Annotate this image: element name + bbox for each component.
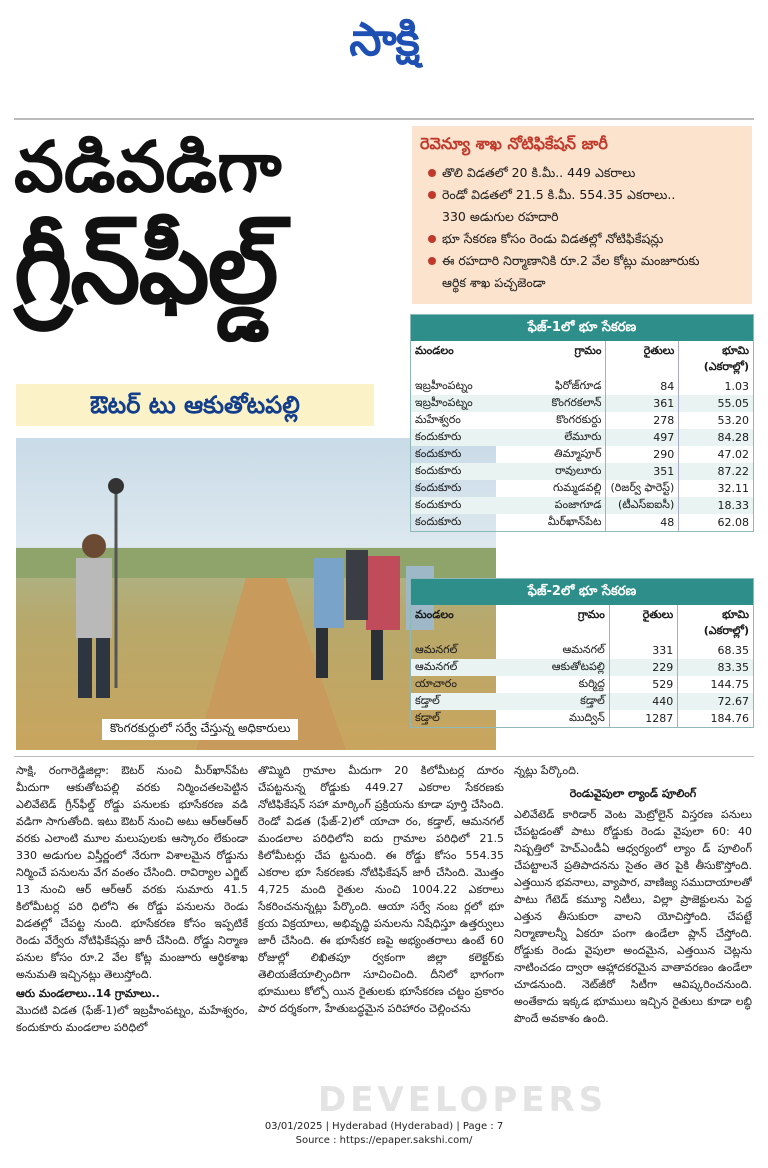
article-paragraph: మొదటి విడత (ఫేజ్-1)లో ఇబ్రహీంపట్నం, మహేశ్వరం, కందుకూరు మండలాల పరిధిలో	[16, 1004, 248, 1034]
cell-farmers: 84	[606, 378, 679, 395]
cell-village: కొంగరకుర్దు	[556, 412, 602, 426]
cell-village: తిమ్మాపూర్	[553, 446, 602, 460]
cell-village: రావులూరు	[492, 463, 606, 480]
cell-farmers: (రిజర్వ్ ఫారెస్ట్)	[606, 480, 679, 497]
column-header: గ్రామం	[574, 344, 602, 357]
table-row	[411, 378, 753, 395]
phase1-title: ఫేజ్-1లో భూ సేకరణ	[411, 315, 753, 341]
cell-mandal: కందుకూరు	[415, 514, 462, 528]
cell-farmers: 497	[606, 429, 679, 446]
cell-farmers: (టీఎస్ఐఐసీ)	[606, 497, 679, 514]
cell-mandal: కందుకూరు	[415, 480, 462, 494]
cell-land: 1.03	[679, 378, 753, 395]
phase1-table	[411, 341, 753, 531]
cell-farmers: 361	[606, 395, 679, 412]
column-header: మండలం	[415, 344, 454, 357]
cell-land: 68.35	[678, 642, 753, 659]
cell-farmers: 229	[609, 659, 677, 676]
phase2-table	[411, 605, 753, 727]
notification-box	[412, 126, 752, 304]
headline-block	[14, 126, 404, 328]
cell-mandal: కందుకూరు	[411, 497, 492, 514]
cell-land: 87.22	[679, 463, 753, 480]
notification-item: 330 అడుగుల రహదారి	[442, 209, 559, 224]
column-header: రైతులు	[609, 605, 677, 642]
footer-date-line: 03/01/2025 | Hyderabad (Hyderabad) | Page : 7	[264, 1121, 504, 1132]
cell-village: కడ్తాల్	[493, 693, 609, 710]
cell-mandal: యాచారం	[415, 676, 457, 690]
notification-title: రెవెన్యూ శాఖ నోటిఫికేషన్ జారీ	[420, 134, 608, 153]
cell-farmers: 440	[609, 693, 677, 710]
cell-farmers: 331	[609, 642, 677, 659]
cell-mandal: ఇబ్రహీంపట్నం	[411, 395, 492, 412]
cell-mandal: కందుకూరు	[411, 429, 492, 446]
cell-land: 18.33	[679, 497, 753, 514]
cell-land: 47.02	[679, 446, 753, 463]
cell-mandal: ఆమనగల్	[415, 642, 458, 656]
table-row	[411, 514, 753, 531]
cell-mandal: కడ్తాల్	[411, 693, 493, 710]
cell-village: గుమ్మడవల్లి	[553, 480, 602, 494]
headline-line-2: గ్రీన్‌ఫీల్డ్	[14, 209, 277, 326]
notification-item: ఆర్థిక శాఖ పచ్చజెండా	[442, 275, 546, 290]
photo-caption: కొంగరకుర్దులో సర్వే చేస్తున్న అధికారులు	[102, 719, 298, 740]
masthead	[0, 0, 768, 118]
article-column-2	[258, 762, 504, 1112]
table-row	[411, 395, 753, 412]
table-row	[411, 676, 753, 693]
cell-land: 144.75	[678, 676, 753, 693]
cell-mandal: ఇబ్రహీంపట్నం	[415, 378, 473, 392]
notification-list	[428, 162, 746, 294]
table-row	[411, 693, 753, 710]
footer-source-link[interactable]: Source : https://epaper.sakshi.com/	[295, 1135, 473, 1146]
cell-land: 62.08	[679, 514, 753, 531]
article-subheading: రెండువైపులా ల్యాండ్ పూలింగ్	[569, 787, 697, 800]
cell-mandal: కడ్తాల్	[415, 710, 440, 724]
table-row	[411, 710, 753, 727]
article-divider	[14, 756, 754, 757]
cell-land: 72.67	[678, 693, 753, 710]
newspaper-logo: సాక్షి	[349, 12, 419, 66]
table-row	[411, 463, 753, 480]
phase2-table-box	[410, 578, 754, 728]
table-row	[411, 412, 753, 429]
table-row	[411, 642, 753, 659]
cell-land: 84.28	[679, 429, 753, 446]
table-row	[411, 429, 753, 446]
cell-village: ఫిరోజ్‌గూడ	[554, 378, 602, 392]
cell-farmers: 278	[606, 412, 679, 429]
column-header: రైతులు	[606, 341, 679, 378]
article-paragraph: సాక్షి, రంగారెడ్డిజిల్లా: ఔటర్ నుంచి మీర్‌ఖాన్‌పేట మీదుగా ఆకుతోటపల్లి వరకు నిర్మించతలపెట్టిన ఎలివేటెడ్ గ్రీన్‌ఫీల్డ్ రోడ్డు పనులకు భూసేకరణ వడి వడిగా సాగుతోంది. ఇటు ఔటర్ నుంచి అటు ఆర్ఆర్ఆర్ వరకు ఎలాంటి మూల మలుపులకు ఆస్కారం లేకుండా 330 అడుగుల విస్తీర్ణంలో నేరుగా విశాలమైన రోడ్డును నిర్మించే పనులను వేగ వంతం చేసింది. రావిర్యాల ఎగ్జిట్ 13 నుంచి ఆర్ ఆర్ఆర్ వరకు సుమారు 41.5 కిలోమీటర్ల పరి ధిలోని ఈ రోడ్డు పనులను రెండు విడతల్లో చేపట్ట నుంది. భూసేకరణ కోసం ఇప్పటికే రెండు వేర్వేరు నోటిఫికేషన్లు జారీ చేసింది. రోడ్డు నిర్మాణ పనుల కోసం రూ.2 వేల కోట్ల మంజూరు ఆర్థికశాఖ అనుమతి ఇచ్చినట్లు తెలుస్తోంది.	[16, 764, 248, 981]
column-header: భూమి (ఎకరాల్లో)	[678, 605, 753, 642]
table-row	[411, 446, 753, 463]
article-column-1	[16, 762, 248, 1112]
cell-mandal: కందుకూరు	[415, 446, 462, 460]
cell-village: ముద్విన్	[568, 710, 605, 724]
headline-line-1: వడివడిగా	[14, 126, 282, 208]
notification-item: ఈ రహదారి నిర్మాణానికి రూ.2 వేల కోట్లు మంజూరుకు	[428, 250, 746, 272]
cell-village: కొంగరకలాన్	[492, 395, 606, 412]
cell-village: ఆమనగల్	[562, 642, 605, 656]
article-paragraph: న్నట్లు పేర్కొంది.	[514, 764, 580, 777]
cell-mandal: మహేశ్వరం	[415, 412, 461, 426]
cell-village: కుర్మిద్ద	[578, 676, 605, 690]
column-header: భూమి (ఎకరాల్లో)	[679, 341, 753, 378]
watermark: DEVELOPERS	[318, 1080, 608, 1120]
cell-land: 83.35	[678, 659, 753, 676]
cell-village: మీర్‌ఖాన్‌పేట	[547, 514, 602, 528]
column-header: గ్రామం	[577, 608, 605, 621]
cell-land: 184.76	[678, 710, 753, 727]
table-row	[411, 659, 753, 676]
subheadline: ఔటర్ టు ఆకుతోటపల్లి	[16, 384, 374, 426]
notification-item: భూ సేకరణ కోసం రెండు విడతల్లో నోటిఫికేషన్లు	[428, 228, 746, 250]
cell-mandal: ఆమనగల్	[411, 659, 493, 676]
article-subheading: ఆరు మండలాలు..14 గ్రామాలు..	[16, 987, 160, 1000]
cell-land: 32.11	[679, 480, 753, 497]
column-header: మండలం	[415, 608, 454, 621]
notification-item: రెండో విడతలో 21.5 కి.మీ. 554.35 ఎకరాలు..	[428, 184, 746, 206]
article-column-3	[514, 762, 752, 1112]
cell-farmers: 1287	[609, 710, 677, 727]
table-row	[411, 480, 753, 497]
cell-farmers: 351	[606, 463, 679, 480]
cell-land: 53.20	[679, 412, 753, 429]
cell-village: ఆకుతోటపల్లి	[493, 659, 609, 676]
article-paragraph: ఎలివేటెడ్ కారిడార్ వెంట మెట్రోలైన్ విస్తరణ పనులు చేపట్టడంతో పాటు రోడ్డుకు రెండు వైపులా 60: 40 నిష్పత్తిలో హెచ్ఎండీఏ ఆధ్వర్యంలో ల్యాం డ్ పూలింగ్ చేపట్టాలనే ప్రతిపాదనను సైతం తెర పైకి తీసుకొస్తోంది. ఎత్తయిన భవనాలు, వ్యాపార, వాణిజ్య సముదాయాలతో పాటు గేటెడ్ కమ్యూ నిటీలు, విల్లా ప్రాజెక్టులను పెద్ద ఎత్తున తీసుకురా వాలని యోచిస్తోంది. చేపట్టే నిర్మాణాలన్నీ ఏకరూ పంగా ఉండేలా ప్లాన్ చేస్తోంది. రోడ్డుకు రెండు వైపులా అందమైన, ఎత్తయిన చెట్లను నాటించడం ద్వారా ఆహ్లాదకరమైన వాతావరణం ఉండేలా చూడనుంది. నెట్‌జీరో సిటీగా ఆవిష్కరించనుంది. అంతేకాదు ఇక్కడ భూములు ఇచ్చిన రైతులు కూడా లబ్ధి పొందే అవకాశం ఉంది.	[514, 808, 752, 1025]
phase2-title: ఫేజ్-2లో భూ సేకరణ	[411, 579, 753, 605]
page-footer	[0, 1120, 768, 1148]
phase1-table-box	[410, 314, 754, 532]
cell-farmers: 529	[609, 676, 677, 693]
masthead-divider	[14, 118, 754, 120]
table-row	[411, 497, 753, 514]
cell-village: పంజాగూడ	[492, 497, 606, 514]
article-paragraph: తొమ్మిది గ్రామాల మీదుగా 20 కిలోమీటర్ల దూరం చేపట్టనున్న రోడ్డుకు 449.27 ఎకరాల సేకరణకు నోటిఫికేషన్ సహా మార్కింగ్ ప్రక్రియను కూడా పూర్తి చేసింది. రెండో విడత (ఫేజ్-2)లో యాచా రం, కడ్తాల్, ఆమనగల్ మండలాల పరిధిలోని ఐదు గ్రామాల పరిధిలో 21.5 కిలోమీటర్లు చేప ట్టనుంది. ఈ రోడ్డు కోసం 554.35 ఎకరాల భూ సేకరణకు నోటిఫికేషన్ జారీ చేసింది. మొత్తం 4,725 మంది రైతుల నుంచి 1004.22 ఎకరాలు సేకరించనున్నట్లు పేర్కొంది. ఆయా సర్వే నంబ ర్లలో భూ క్రయ విక్రయాలు, అభివృద్ధి పనులను నిషేధిస్తూ ఉత్తర్వులు జారీ చేసింది. ఈ భూసేకర ణపై అభ్యంతరాలు ఉంటే 60 రోజుల్లో లిఖితపూ ర్వకంగా జిల్లా కలెక్టర్‌కు తెలియజేయాల్సిందిగా సూచించింది. దీనిలో భాగంగా భూములు కోల్పో యిన రైతులకు భూసేకరణ చట్టం ప్రకారం పార దర్శకంగా, హేతుబద్ధమైన పరిహారం చెల్లించను	[258, 764, 504, 1015]
notification-item: తొలి విడతలో 20 కి.మీ.. 449 ఎకరాలు	[428, 162, 746, 184]
cell-village: లేమూరు	[492, 429, 606, 446]
cell-land: 55.05	[679, 395, 753, 412]
cell-farmers: 48	[606, 514, 679, 531]
cell-mandal: కందుకూరు	[411, 463, 492, 480]
cell-farmers: 290	[606, 446, 679, 463]
